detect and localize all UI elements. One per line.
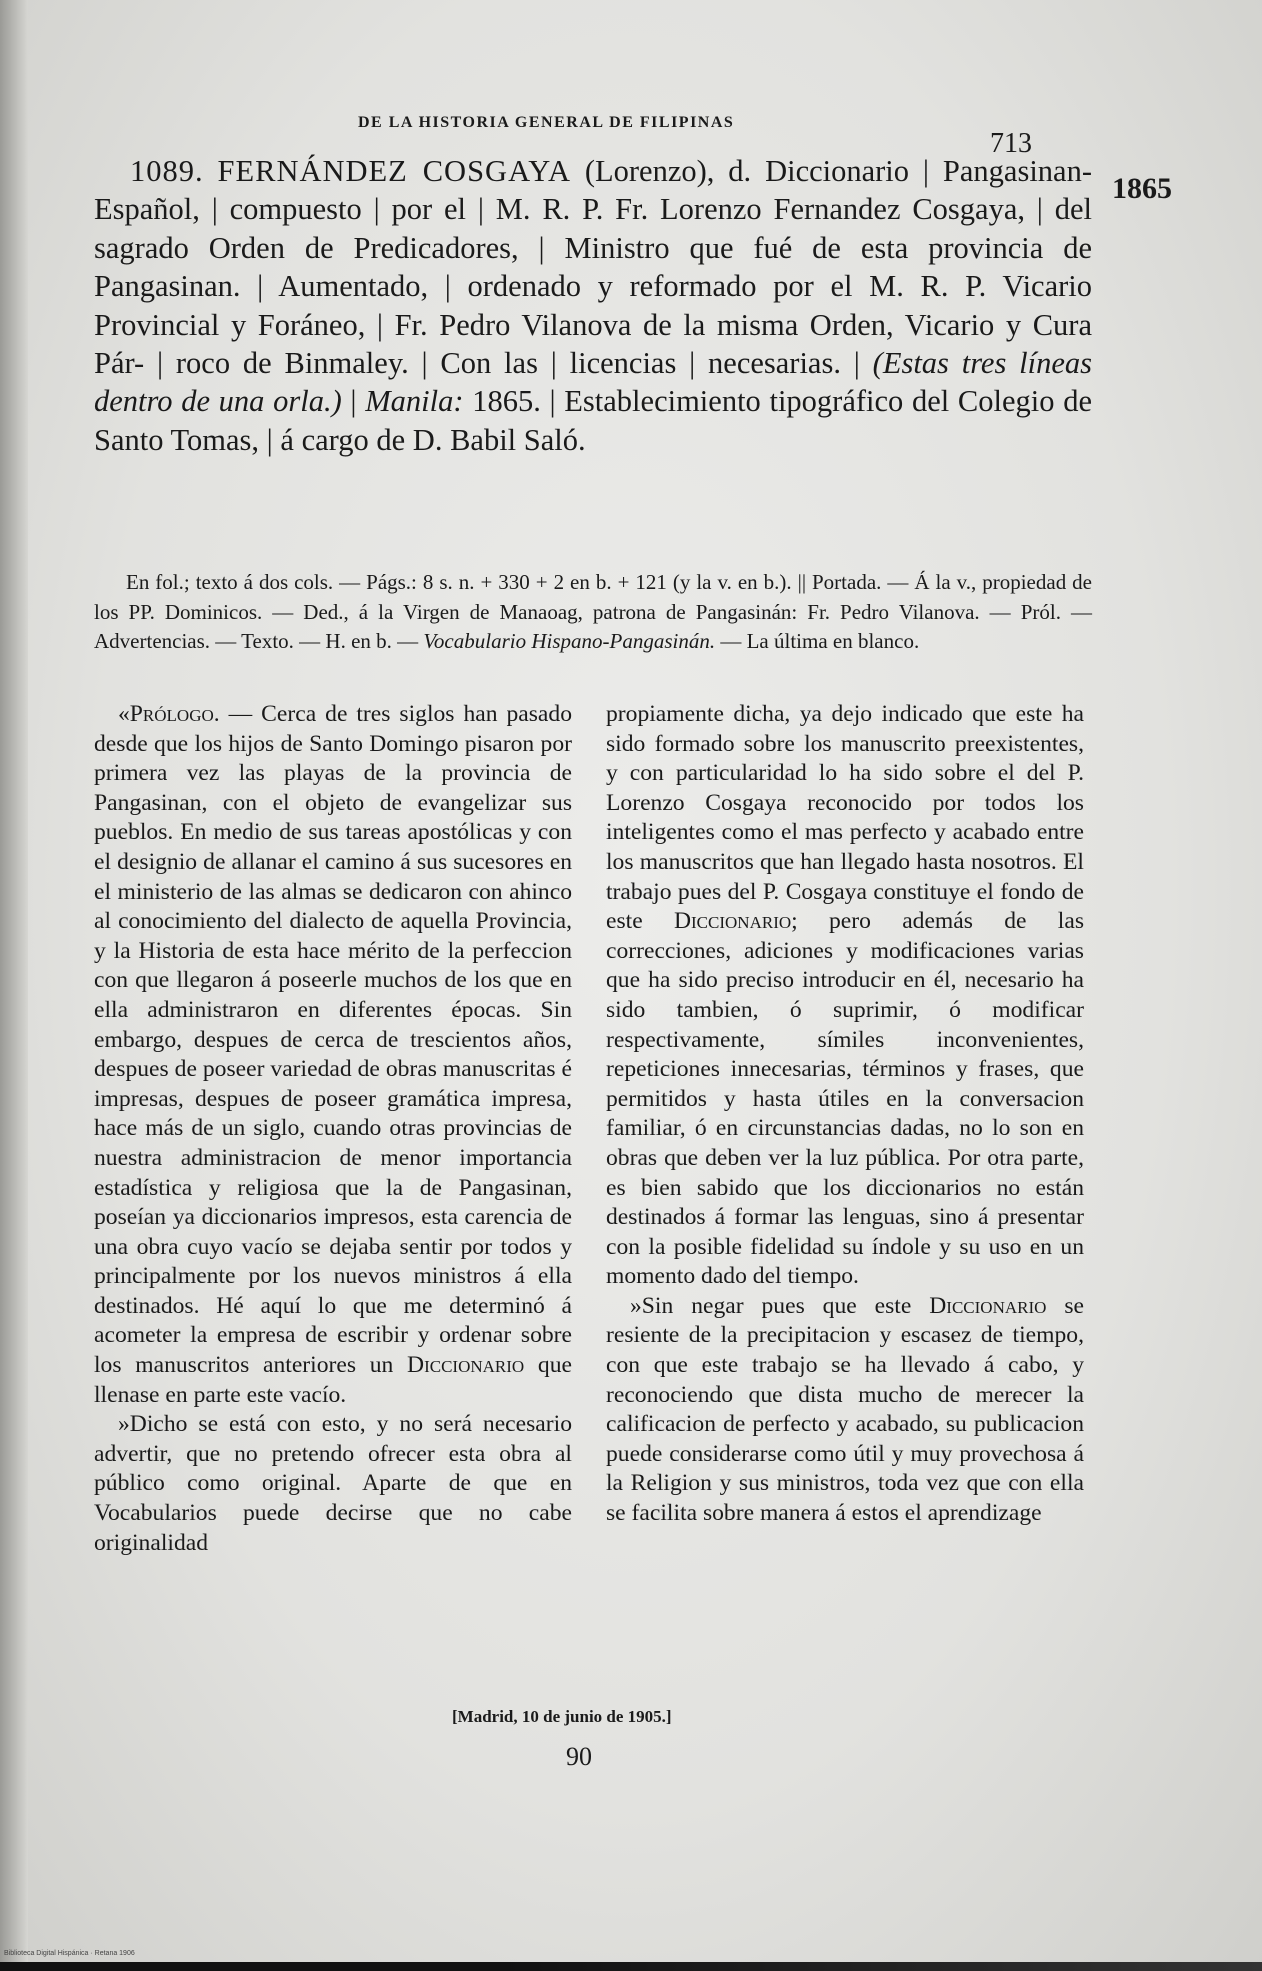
scan-edge-bar (0, 1962, 1262, 1971)
left-p1-term: Diccionario (407, 1352, 525, 1379)
entry-author: FERNÁNDEZ COSGAYA (217, 154, 571, 188)
margin-year: 1865 (1112, 172, 1172, 205)
page-number: 713 (990, 128, 1032, 159)
collation-text: En fol.; texto á dos cols. — Págs.: 8 s. n. + 330 + 2 en b. + 121 (y la v. en b.). || Portada. — Á la v., propiedad de los PP. Dominicos. — Ded., á la Virgen de Manaoag, patrona de Pangasinán: Fr. Pedro Vilanova. — Pról. — Advertencias. — Texto. — H. en b. — (94, 570, 1092, 653)
right-column (606, 700, 1084, 1529)
imprint-line: [Madrid, 10 de junio de 1905.] (452, 1707, 672, 1726)
collation-paragraph (94, 568, 1092, 657)
left-column (94, 700, 572, 1558)
left-p1-open: « (118, 701, 130, 727)
right-p1-term: Diccionario (673, 908, 792, 935)
signature-mark: 90 (566, 1742, 592, 1771)
entry-title-paragraph (94, 152, 1092, 459)
collation-note (94, 568, 1092, 657)
entry-text-a: (Lorenzo), d. Diccionario | Pangasinan-Español, | compuesto | por el | M. R. P. Fr. Lorenzo Fernandez Cosgaya, | del sagrado Orden de Predicadores, | Ministro que fué de esta provincia de Pangasinan. | Aumentado, | ordenado y reformado por el M. R. P. Vicario Provincial y Foráneo, | Fr. Pedro Vilanova de la misma Orden, Vicario y Cura Pár- | roco de Binmaley. | Con las | licencias | necesarias. | (94, 154, 1092, 381)
right-p2-text-a: »Sin negar pues que este (630, 1292, 930, 1319)
left-paragraph-2: »Dicho se está con esto, y no será necesario advertir, que no pretendo ofrecer esta obra al público como original. Aparte de que en Vocabularios puede decirse que no cabe originalidad (94, 1411, 572, 1556)
right-p2-term: Diccionario (929, 1292, 1047, 1319)
right-paragraph-1 (606, 700, 1084, 1292)
running-head: DE LA HISTORIA GENERAL DE FILIPINAS (358, 114, 735, 131)
left-paragraph-1 (94, 700, 572, 1410)
bibliographic-entry (94, 152, 1092, 459)
left-p1-end: que llenase en parte este vacío. (94, 1352, 572, 1408)
collation-tail: — La última en blanco. (715, 629, 920, 653)
entry-italic-note: (Estas tres líneas dentro de una orla.) (94, 346, 1092, 419)
entry-text-b: | (341, 384, 366, 419)
right-p2-text-b: se resiente de la precipitacion y escasez de tiempo, con que este trabajo se ha llevado á cabo, y reconociendo que dista mucho de merecer la calificacion de perfecto y acabado, su publicacion puede considerarse como útil y muy provechosa á la Religion y sus ministros, toda vez que con ella se facilita sobre manera á estos el aprendizage (606, 1292, 1084, 1527)
right-p1-text-b: ; pero además de las correcciones, adiciones y modificaciones varias que ha sido preciso introducir en él, necesario ha sido tambien, ó suprimir, ó modificar respectivamente, símiles inconvenientes, repeticiones innecesarias, términos y frases, que permitidos y hasta útiles en la conversacion familiar, ó en circunstancias dadas, no lo son en obras que deben ver la luz pública. Por otra parte, es bien sabido que los diccionarios no están destinados á formar las lenguas, sino á presentar con la posible fidelidad su índole y su uso en un momento dado del tiempo. (606, 908, 1084, 1290)
entry-italic-place: Manila: (365, 384, 464, 419)
collation-italic-tail: Vocabulario Hispano-Pangasinán. (423, 629, 716, 653)
digitization-stamp: Biblioteca Digital Hispánica · Retana 1906 (4, 1950, 135, 1957)
entry-number: 1089. (130, 154, 204, 188)
entry-text-c: 1865. | Establecimiento tipográfico del Colegio de Santo Tomas, | á cargo de D. Babil Saló. (94, 384, 1092, 457)
right-paragraph-2 (606, 1292, 1084, 1529)
right-p1-text-a: propiamente dicha, ya dejo indicado que este ha sido formado sobre los manuscrito preexistentes, y con particularidad lo ha sido sobre el del P. Lorenzo Cosgaya reconocido por todos los inteligentes como el mas perfecto y acabado entre los manuscritos que han llegado hasta nosotros. El trabajo pues del P. Cosgaya constituye el fondo de este (606, 701, 1084, 935)
left-p1-text: — Cerca de tres siglos han pasado desde que los hijos de Santo Domingo pisaron por primera vez las playas de la provincia de Pangasinan, con el objeto de evangelizar sus pueblos. En medio de sus tareas apostólicas y con el designio de allanar el camino á sus sucesores en el ministerio de las almas se dedicaron con ahinco al conocimiento del dialecto de aquella Provincia, y la Historia de esta hace mérito de la perfeccion con que llegaron á poseerle muchos de los que en ella administraron en diferentes épocas. Sin embargo, despues de cerca de trescientos años, despues de poseer variedad de obras manuscritas é impresas, despues de poseer gramática impresa, hace más de un siglo, cuando otras provincias de nuestra administracion de menor importancia estadística y religiosa que la de Pangasinan, poseían ya diccionarios impresos, esta carencia de una obra cuyo vacío se dejaba sentir por todos y principalmente por los nuevos ministros á ella destinados. Hé aquí lo que me determinó á acometer la empresa de escribir y ordenar sobre los manuscritos anteriores un (94, 701, 572, 1379)
page-spine-shadow (0, 0, 28, 1971)
left-p1-heading: Prólogo. (129, 701, 220, 727)
